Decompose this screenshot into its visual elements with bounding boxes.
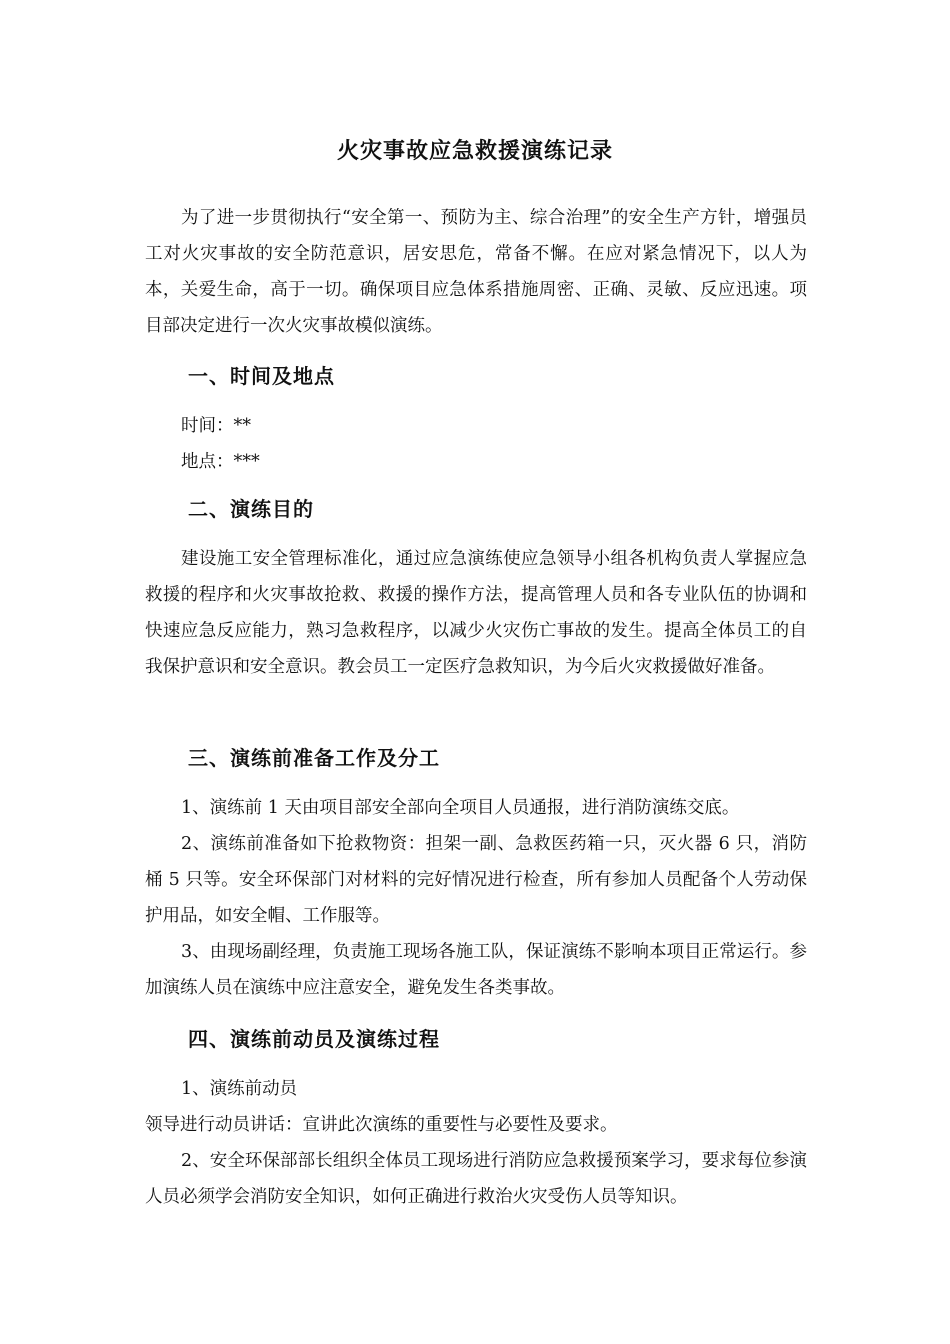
mobilization-item-1-body: 领导进行动员讲话：宣讲此次演练的重要性与必要性及要求。 [145, 1115, 618, 1135]
section-heading-preparation: 三、演练前准备工作及分工 [188, 746, 440, 770]
mobilization-item-2: 2、安全环保部部长组织全体员工现场进行消防应急救援预案学习，要求每位参演人员必须学会消防安全知识，如何正确进行救治火灾受伤人员等知识。 [145, 1151, 807, 1207]
intro-paragraph: 为了进一步贯彻执行“安全第一、预防为主、综合治理”的安全生产方针，增强员工对火灾事故的安全防范意识，居安思危，常备不懈。在应对紧急情况下，以人为本，关爱生命，高于一切。确保项目应急体系措施周密、正确、灵敏、反应迅速。项目部决定进行一次火灾事故模似演练。 [145, 208, 807, 336]
section-heading-time-place: 一、时间及地点 [188, 364, 335, 388]
preparation-item-3: 3、由现场副经理，负责施工现场各施工队，保证演练不影响本项目正常运行。参加演练人员在演练中应注意安全，避免发生各类事故。 [145, 942, 807, 998]
preparation-item-2: 2、演练前准备如下抢救物资：担架一副、急救医药箱一只，灭火器 6 只，消防桶 5 只等。安全环保部门对材料的完好情况进行检查，所有参加人员配备个人劳动保护用品，如安全帽、工作服等。 [145, 834, 807, 926]
document-title: 火灾事故应急救援演练记录 [336, 139, 613, 164]
purpose-paragraph: 建设施工安全管理标准化，通过应急演练使应急领导小组各机构负责人掌握应急救援的程序和火灾事故抢救、救援的操作方法，提高管理人员和各专业队伍的协调和快速应急反应能力，熟习急救程序，以减少火灾伤亡事故的发生。提高全体员工的自我保护意识和安全意识。教会员工一定医疗急救知识，为今后火灾救援做好准备。 [145, 549, 807, 677]
mobilization-item-1: 1、演练前动员 [181, 1079, 298, 1099]
section-heading-purpose: 二、演练目的 [188, 497, 314, 521]
time-line: 时间：** [181, 416, 251, 436]
place-line: 地点：*** [181, 452, 260, 472]
section-heading-mobilization: 四、演练前动员及演练过程 [188, 1027, 440, 1051]
preparation-item-1: 1、演练前 1 天由项目部安全部向全项目人员通报，进行消防演练交底。 [181, 798, 740, 818]
